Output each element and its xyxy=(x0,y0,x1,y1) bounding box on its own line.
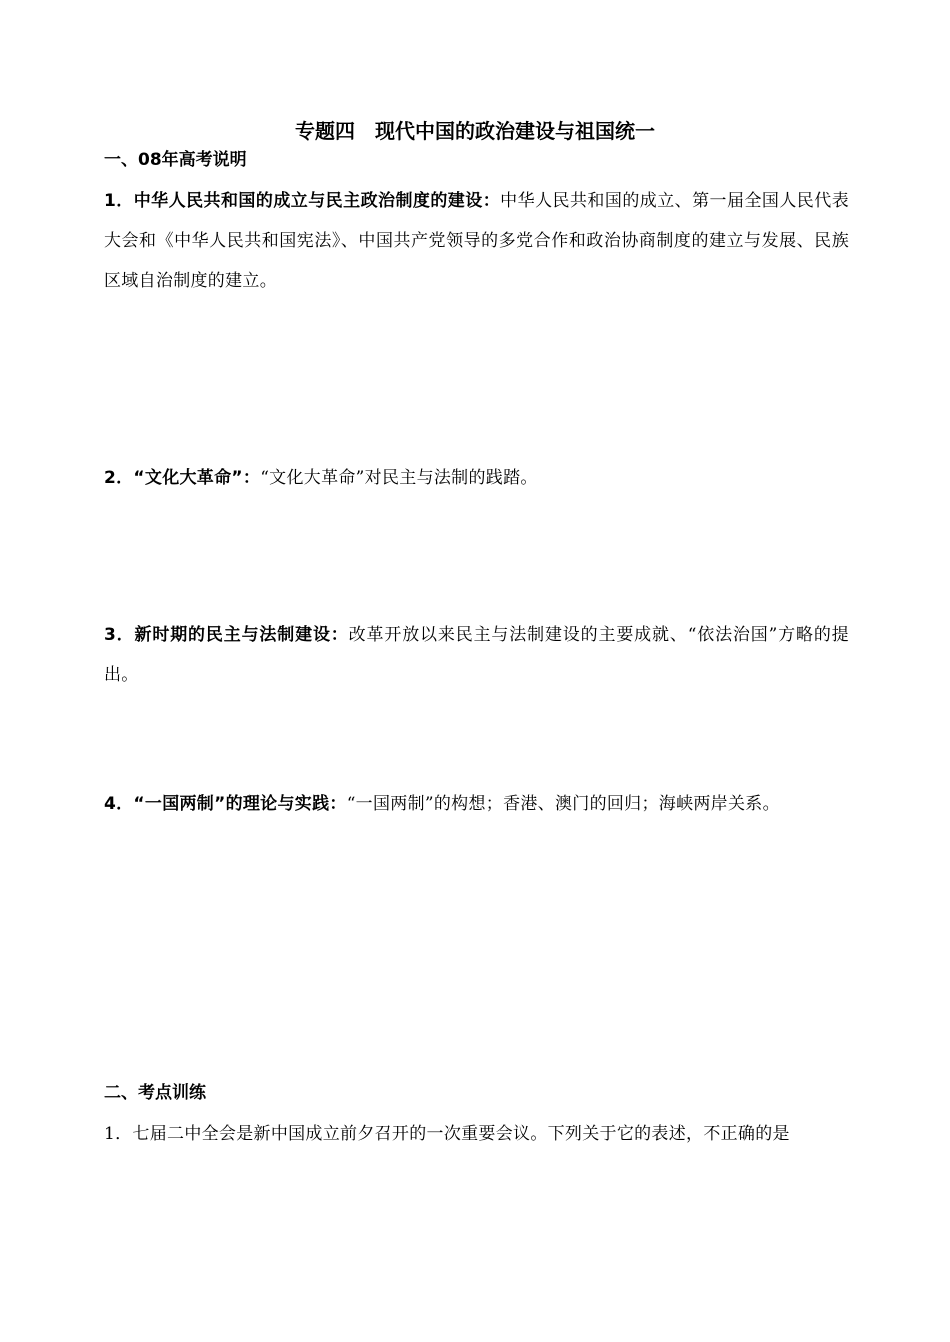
section-heading-practice: 二、考点训练 xyxy=(104,1083,206,1103)
outline-item-2 xyxy=(104,458,849,498)
page-title: 专题四 现代中国的政治建设与祖国统一 xyxy=(295,119,655,143)
practice-question-1: 1．七届二中全会是新中国成立前夕召开的一次重要会议。下列关于它的表述，不正确的是 xyxy=(104,1124,790,1144)
outline-item-1-text: 中华人民共和国的成立、第一届全国人民代表大会和《中华人民共和国宪法》、中国共产党领导的多党合作和政治协商制度的建立与发展、民族区域自治制度的建立。 xyxy=(104,191,850,291)
outline-item-4-text: “一国两制”的构想；香港、澳门的回归；海峡两岸关系。 xyxy=(346,794,780,814)
outline-item-4-label: 4．“一国两制”的理论与实践： xyxy=(104,794,347,814)
outline-item-3-label: 3．新时期的民主与法制建设： xyxy=(104,625,349,645)
outline-item-2-label: 2．“文化大革命”： xyxy=(104,468,261,488)
outline-item-1-label: 1．中华人民共和国的成立与民主政治制度的建设： xyxy=(104,191,501,211)
section-heading-exam-outline: 一、08年高考说明 xyxy=(104,150,247,170)
outline-item-1 xyxy=(104,181,849,301)
outline-item-3 xyxy=(104,615,849,695)
outline-item-4 xyxy=(104,784,849,824)
outline-item-2-text: “文化大革命”对民主与法制的践踏。 xyxy=(260,468,538,488)
outline-item-3-text: 改革开放以来民主与法制建设的主要成就、“依法治国”方略的提出。 xyxy=(104,625,849,685)
